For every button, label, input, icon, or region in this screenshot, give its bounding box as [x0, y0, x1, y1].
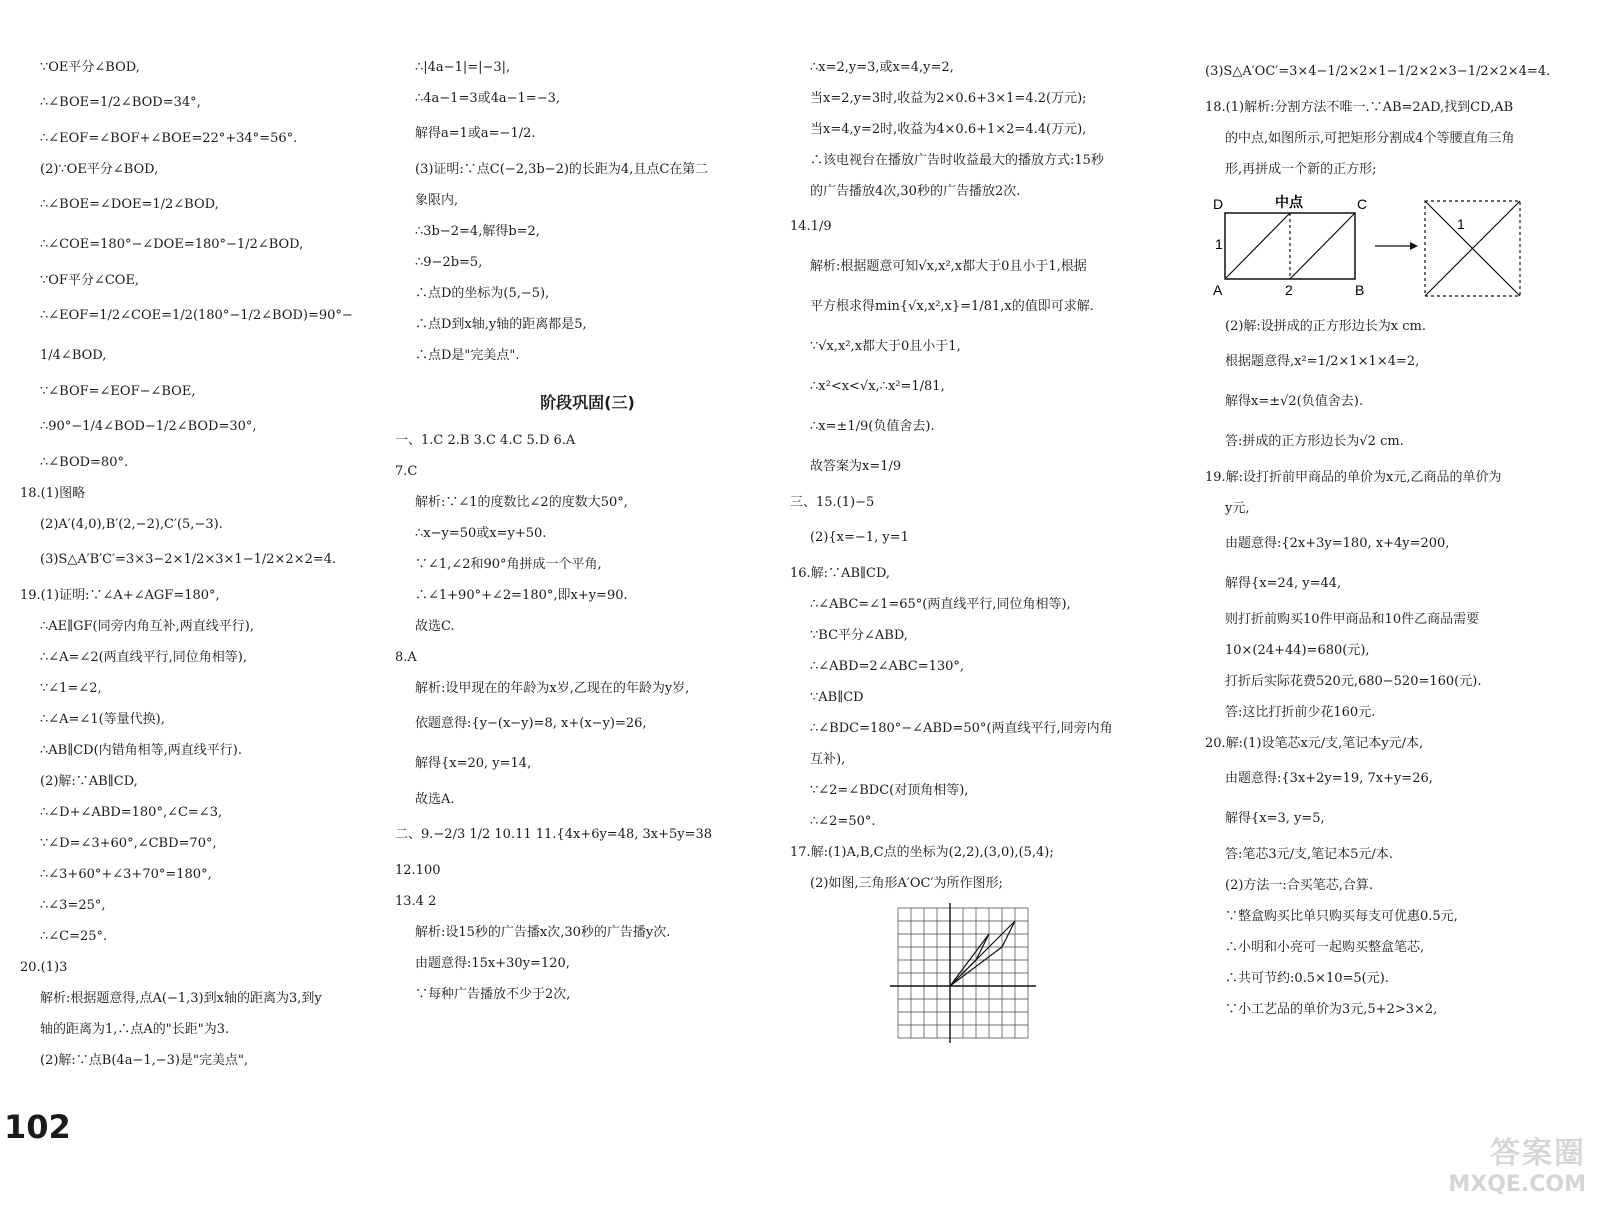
- text-line: 打折后实际花费520元,680−520=160(元).: [1225, 674, 1482, 689]
- text-line: 1/4∠BOD,: [40, 348, 107, 363]
- text-line: 解得{x=3, y=5,: [1225, 811, 1325, 826]
- text-line: 故选C.: [415, 619, 455, 634]
- text-line: ∴x=2,y=3,或x=4,y=2,: [810, 60, 954, 75]
- text-line: ∵∠1=∠2,: [40, 681, 102, 696]
- text-line: 互补),: [810, 752, 846, 767]
- text-line: ∴点D的坐标为(5,−5),: [415, 286, 550, 301]
- text-line: y元,: [1225, 501, 1250, 516]
- text-line: 14.1/9: [790, 219, 832, 234]
- text-line: ∵∠BOF=∠EOF−∠BOE,: [40, 384, 196, 399]
- text-line: ∴∠1+90°+∠2=180°,即x+y=90.: [415, 588, 628, 603]
- text-line: 由题意得:{2x+3y=180, x+4y=200,: [1225, 536, 1450, 551]
- text-line: 故选A.: [415, 792, 455, 807]
- text-line: ∴|4a−1|=|−3|,: [415, 60, 511, 75]
- text-line: 答:拼成的正方形边长为√2 cm.: [1225, 434, 1404, 449]
- label-c: C: [1357, 196, 1368, 212]
- text-line: 19.解:设打折前甲商品的单价为x元,乙商品的单价为: [1205, 470, 1502, 485]
- text-line: ∴点D是"完美点".: [415, 348, 520, 363]
- text-line: ∴9−2b=5,: [415, 255, 483, 270]
- text-line: 12.100: [395, 863, 441, 878]
- text-line: ∴3b−2=4,解得b=2,: [415, 224, 540, 239]
- rectangle-to-square-figure: [1205, 191, 1525, 311]
- text-line: 解析:∵∠1的度数比∠2的度数大50°,: [415, 495, 628, 510]
- text-line: 由题意得:{3x+2y=19, 7x+y=26,: [1225, 771, 1433, 786]
- text-line: (2)如图,三角形A′OC′为所作图形;: [810, 876, 1003, 891]
- watermark-logo: [1448, 1128, 1586, 1197]
- watermark-line-1: 答案圈: [1490, 1136, 1586, 1171]
- text-line: 解得a=1或a=−1/2.: [415, 126, 536, 141]
- text-line: ∴∠A=∠1(等量代换),: [40, 712, 165, 727]
- text-line: ∵√x,x²,x都大于0且小于1,: [810, 339, 961, 354]
- label-2: 2: [1285, 282, 1293, 298]
- text-line: 19.(1)证明:∵∠A+∠AGF=180°,: [20, 588, 220, 603]
- text-line: ∴x²<x<√x,∴x²=1/81,: [810, 379, 945, 394]
- label-d: D: [1213, 196, 1224, 212]
- text-line: (2)解:∵AB∥CD,: [40, 774, 138, 789]
- text-line: ∴4a−1=3或4a−1=−3,: [415, 91, 560, 106]
- text-line: 答:这比打折前少花160元.: [1225, 705, 1376, 720]
- text-line: ∴∠BOE=∠DOE=1/2∠BOD,: [40, 197, 219, 212]
- text-line: 7.C: [395, 464, 418, 479]
- label-square-1: 1: [1457, 216, 1465, 232]
- text-line: 18.(1)图略: [20, 486, 86, 501]
- text-line: ∴∠COE=180°−∠DOE=180°−1/2∠BOD,: [40, 237, 304, 252]
- text-line: 的中点,如图所示,可把矩形分割成4个等腰直角三角: [1225, 131, 1515, 146]
- text-line: 解析:设甲现在的年龄为x岁,乙现在的年龄为y岁,: [415, 681, 690, 696]
- column-4: [1205, 52, 1590, 1025]
- text-line: ∴90°−1/4∠BOD−1/2∠BOD=30°,: [40, 419, 257, 434]
- text-line: ∴点D到x轴,y轴的距离都是5,: [415, 317, 587, 332]
- text-line: ∵每种广告播放不少于2次,: [415, 987, 571, 1002]
- text-line: ∴∠BDC=180°−∠ABD=50°(两直线平行,同旁内角: [810, 721, 1113, 736]
- text-line: ∵∠D=∠3+60°,∠CBD=70°,: [40, 836, 217, 851]
- text-line: ∵OF平分∠COE,: [40, 273, 140, 288]
- text-line: 答:笔芯3元/支,笔记本5元/本.: [1225, 847, 1393, 862]
- text-line: 的广告播放4次,30秒的广告播放2次.: [810, 184, 1021, 199]
- text-line: ∵整盒购买比单只购买每支可优惠0.5元,: [1225, 909, 1458, 924]
- text-line: 依题意得:{y−(x−y)=8, x+(x−y)=26,: [415, 716, 647, 731]
- text-line: 平方根求得min{√x,x²,x}=1/81,x的值即可求解.: [810, 299, 1094, 314]
- text-line: ∴共可节约:0.5×10=5(元).: [1225, 971, 1389, 986]
- text-line: ∴∠BOD=80°.: [40, 455, 129, 470]
- label-1: 1: [1215, 236, 1223, 252]
- label-b: B: [1355, 282, 1365, 298]
- text-line: ∴AE∥GF(同旁内角互补,两直线平行),: [40, 619, 254, 634]
- text-line: (2)解:设拼成的正方形边长为x cm.: [1225, 319, 1426, 334]
- text-line: ∴∠3+60°+∠3+70°=180°,: [40, 867, 212, 882]
- text-line: 二、9.−2/3 1/2 10.11 11.{4x+6y=48, 3x+5y=38: [395, 827, 713, 842]
- text-line: (3)S△A′B′C′=3×3−2×1/2×3×1−1/2×2×2=4.: [40, 552, 337, 567]
- text-line: 象限内,: [415, 193, 459, 208]
- text-line: 根据题意得,x²=1/2×1×1×4=2,: [1225, 354, 1420, 369]
- text-line: 10×(24+44)=680(元),: [1225, 643, 1370, 658]
- text-line: (2)∵OE平分∠BOD,: [40, 162, 159, 177]
- text-line: ∵∠2=∠BDC(对顶角相等),: [810, 783, 969, 798]
- text-line: ∴∠D+∠ABD=180°,∠C=∠3,: [40, 805, 223, 820]
- text-line: ∵AB∥CD: [810, 690, 864, 705]
- text-line: ∴∠EOF=∠BOF+∠BOE=22°+34°=56°.: [40, 131, 298, 146]
- text-line: 当x=4,y=2时,收益为4×0.6+1×2=4.4(万元),: [810, 122, 1087, 137]
- text-line: 解得{x=20, y=14,: [415, 756, 532, 771]
- watermark-line-2: MXQE.COM: [1448, 1172, 1586, 1197]
- text-line: 16.解:∵AB∥CD,: [790, 566, 891, 581]
- text-line: ∴∠EOF=1/2∠COE=1/2(180°−1/2∠BOD)=90°−: [40, 308, 353, 323]
- text-line: (3)证明:∵点C(−2,3b−2)的长距为4,且点C在第二: [415, 162, 709, 177]
- text-line: ∴∠2=50°.: [810, 814, 876, 829]
- section-title: 阶段巩固(三): [540, 393, 635, 412]
- text-line: 解析:设15秒的广告播x次,30秒的广告播y次.: [415, 925, 671, 940]
- page-number: 102: [4, 1108, 71, 1146]
- text-line: 当x=2,y=3时,收益为2×0.6+3×1=4.2(万元);: [810, 91, 1087, 106]
- text-line: 三、15.(1)−5: [790, 495, 875, 510]
- text-line: 则打折前购买10件甲商品和10件乙商品需要: [1225, 612, 1480, 627]
- label-midpoint: 中点: [1275, 194, 1303, 210]
- text-line: ∴x=±1/9(负值舍去).: [810, 419, 935, 434]
- text-line: 形,再拼成一个新的正方形;: [1225, 162, 1377, 177]
- text-line: 20.解:(1)设笔芯x元/支,笔记本y元/本,: [1205, 736, 1424, 751]
- text-line: ∵BC平分∠ABD,: [810, 628, 908, 643]
- text-line: ∴∠3=25°,: [40, 898, 106, 913]
- text-line: 18.(1)解析:分割方法不唯一.∵AB=2AD,找到CD,AB: [1205, 100, 1514, 115]
- coordinate-grid-figure: [890, 903, 1040, 1048]
- text-line: 轴的距离为1,∴点A的"长距"为3.: [40, 1022, 230, 1037]
- triangles: [950, 921, 1015, 986]
- text-line: 解得x=±√2(负值舍去).: [1225, 394, 1363, 409]
- text-line: ∴∠A=∠2(两直线平行,同位角相等),: [40, 650, 248, 665]
- column-3: [790, 52, 1180, 1048]
- text-line: ∴∠C=25°.: [40, 929, 108, 944]
- text-line: (2){x=−1, y=1: [810, 530, 909, 545]
- text-line: 17.解:(1)A,B,C点的坐标为(2,2),(3,0),(5,4);: [790, 845, 1054, 860]
- text-line: 8.A: [395, 650, 417, 665]
- text-line: 故答案为x=1/9: [810, 459, 902, 474]
- text-line: ∴∠ABC=∠1=65°(两直线平行,同位角相等),: [810, 597, 1071, 612]
- text-line: ∵∠1,∠2和90°角拼成一个平角,: [415, 557, 602, 572]
- text-line: ∴∠BOE=1/2∠BOD=34°,: [40, 95, 201, 110]
- label-a: A: [1213, 282, 1223, 298]
- text-line: 解析:根据题意可知√x,x²,x都大于0且小于1,根据: [810, 259, 1087, 274]
- text-line: 13.4 2: [395, 894, 437, 909]
- text-line: (3)S△A′OC′=3×4−1/2×2×1−1/2×2×3−1/2×2×4=4.: [1205, 64, 1551, 79]
- text-line: ∴小明和小亮可一起购买整盒笔芯,: [1225, 940, 1425, 955]
- text-line: ∴∠ABD=2∠ABC=130°,: [810, 659, 965, 674]
- text-line: ∵OE平分∠BOD,: [40, 60, 140, 75]
- text-line: 一、1.C 2.B 3.C 4.C 5.D 6.A: [395, 433, 576, 448]
- text-line: 解得{x=24, y=44,: [1225, 576, 1342, 591]
- text-line: ∴x−y=50或x=y+50.: [415, 526, 547, 541]
- text-line: 由题意得:15x+30y=120,: [415, 956, 570, 971]
- text-line: (2)A′(4,0),B′(2,−2),C′(5,−3).: [40, 517, 223, 532]
- text-line: ∴该电视台在播放广告时收益最大的播放方式:15秒: [810, 153, 1104, 168]
- text-line: 解析:根据题意得,点A(−1,3)到x轴的距离为3,到y: [40, 991, 322, 1006]
- column-2: [395, 52, 780, 1010]
- text-line: (2)解:∵点B(4a−1,−3)是"完美点",: [40, 1053, 249, 1068]
- text-line: 20.(1)3: [20, 960, 68, 975]
- text-line: ∵小工艺品的单价为3元,5+2>3×2,: [1225, 1002, 1438, 1017]
- column-1: [20, 52, 390, 1076]
- text-line: (2)方法一:合买笔芯,合算.: [1225, 878, 1374, 893]
- text-line: ∴AB∥CD(内错角相等,两直线平行).: [40, 743, 242, 758]
